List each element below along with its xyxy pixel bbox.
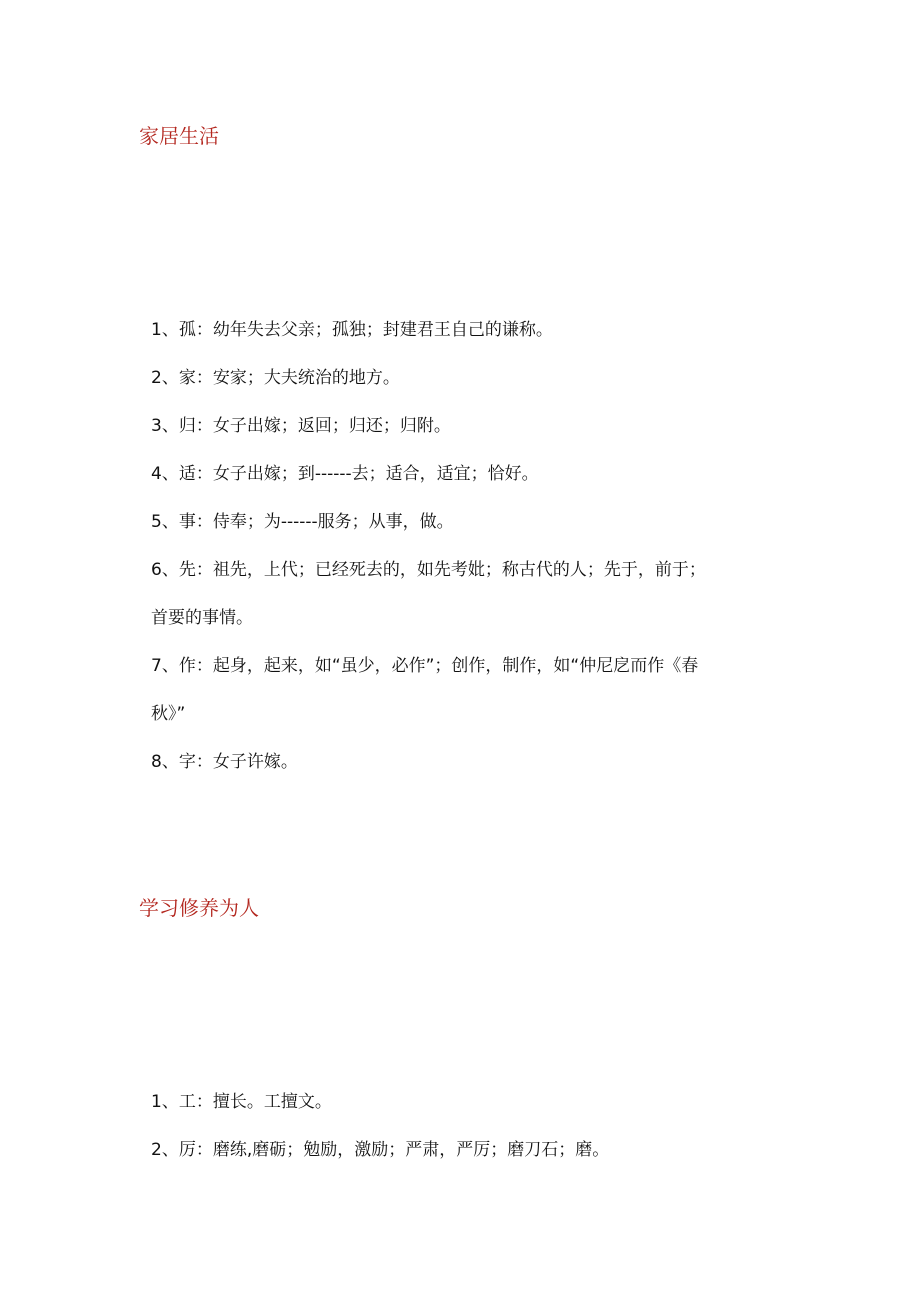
list-item-continuation: 秋》” [151, 704, 186, 724]
list-item: 6、先：祖先，上代；已经死去的，如先考妣；称古代的人；先于，前于； [151, 560, 706, 580]
section-title-study-cultivation: 学习修养为人 [139, 896, 259, 920]
list-item-continuation: 首要的事情。 [151, 608, 253, 628]
list-item: 1、孤：幼年失去父亲；孤独；封建君王自己的谦称。 [151, 320, 553, 340]
list-item: 8、字：女子许嫁。 [151, 752, 298, 772]
list-item: 1、工：擅长。工擅文。 [151, 1092, 332, 1112]
list-item: 4、适：女子出嫁；到------去；适合，适宜；恰好。 [151, 464, 539, 484]
list-item: 2、厉：磨练,磨砺；勉励，激励；严肃，严厉；磨刀石；磨。 [151, 1140, 610, 1160]
list-item: 2、家：安家；大夫统治的地方。 [151, 368, 400, 388]
section-title-home-life: 家居生活 [139, 124, 219, 148]
list-item: 3、归：女子出嫁；返回；归还；归附。 [151, 416, 451, 436]
list-item: 5、事：侍奉；为------服务；从事，做。 [151, 512, 454, 532]
list-item: 7、作：起身，起来，如“虽少，必作”；创作，制作，如“仲尼戹而作《春 [151, 656, 699, 676]
